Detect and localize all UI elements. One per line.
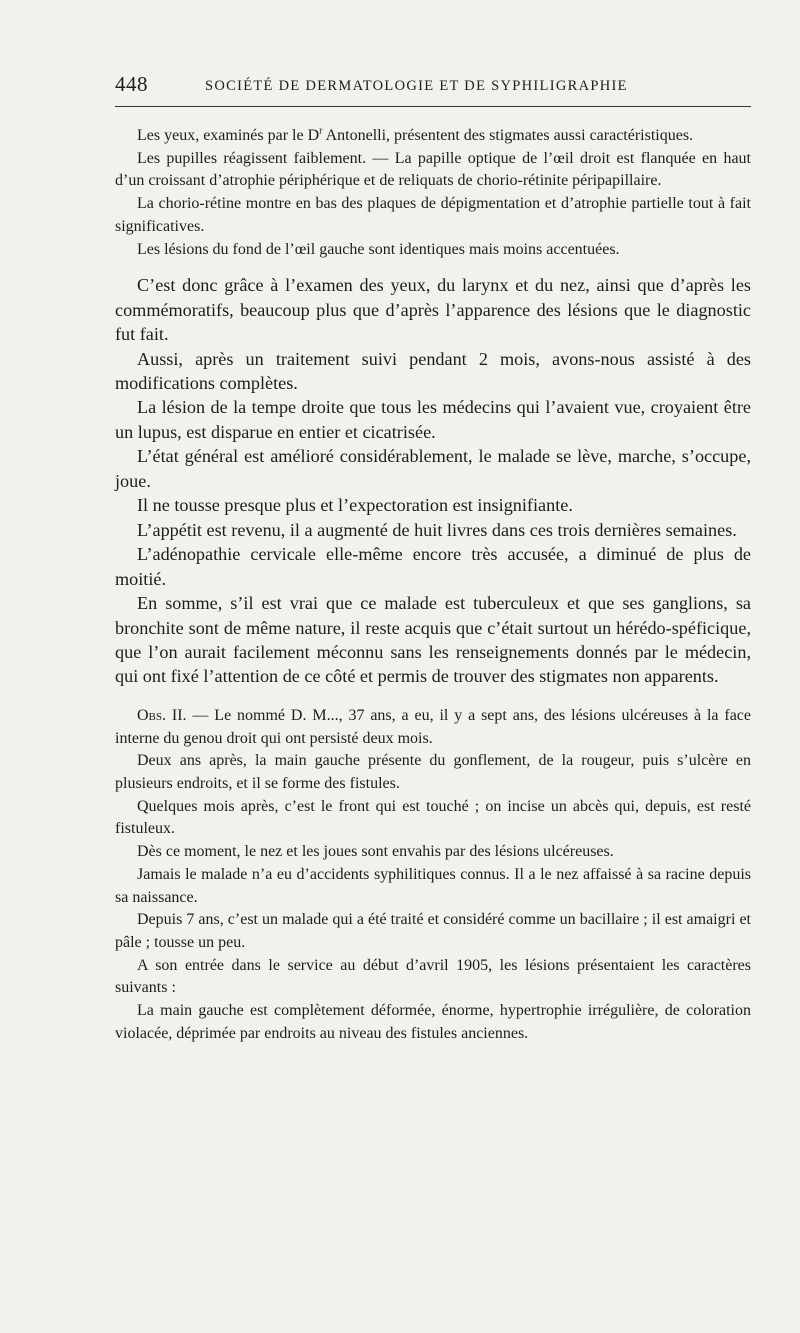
paragraph: L’état général est amélioré considérablement, le malade se lève, marche, s’occupe, joue.	[115, 446, 751, 491]
paragraph: Les lésions du fond de l’œil gauche sont identiques mais moins accentuées.	[137, 240, 620, 258]
discussion-section	[115, 273, 751, 689]
eye-exam-section	[115, 125, 751, 261]
running-head: SOCIÉTÉ DE DERMATOLOGIE ET DE SYPHILIGRAPHIE	[205, 78, 628, 94]
paragraph: Dès ce moment, le nez et les joues sont envahis par des lésions ulcéreuses.	[137, 843, 614, 861]
paragraph: Quelques mois après, c’est le front qui est touché ; on incise un abcès qui, depuis, est resté fistuleux.	[115, 797, 751, 838]
paragraph: L’appétit est revenu, il a augmenté de huit livres dans ces trois dernières semaines.	[137, 519, 737, 540]
header-rule	[115, 106, 751, 107]
paragraph: Jamais le malade n’a eu d’accidents syphilitiques connus. Il a le nez affaissé à sa racine depuis sa naissance.	[115, 865, 751, 906]
page-body	[115, 125, 751, 1045]
paragraph: C’est donc grâce à l’examen des yeux, du larynx et du nez, ainsi que d’après les commémoratifs, beaucoup plus que d’après l’apparence des lésions que le diagnostic fut fait.	[115, 275, 751, 345]
paragraph: Aussi, après un traitement suivi pendant 2 mois, avons-nous assisté à des modifications complètes.	[115, 348, 751, 394]
observation-label: Obs. II.	[137, 706, 187, 724]
paragraph: En somme, s’il est vrai que ce malade est tuberculeux et que ses ganglions, sa bronchite sont de même nature, il reste acquis que c’était surtout un hérédo-spéficique, que l’on aurait facilement méconnu sans les renseignements donnés par le médecin, qui ont fixé l’attention de ce côté et permis de trouver des stigmates non apparents.	[115, 593, 751, 687]
observation-ii-section	[115, 705, 751, 1046]
paragraph: La lésion de la tempe droite que tous les médecins qui l’avaient vue, croyaient être un lupus, est disparue en entier et cicatrisée.	[115, 397, 751, 442]
paragraph: A son entrée dans le service au début d’avril 1905, les lésions présentaient les caractères suivants :	[115, 956, 751, 997]
paragraph: Les yeux, examinés par le $D^r$ Antonelli, présentent des stigmates aussi caractéristiques.	[137, 125, 694, 144]
page-header	[115, 72, 751, 102]
spacer	[115, 261, 751, 273]
paragraph: La main gauche est complètement déformée, énorme, hypertrophie irrégulière, de coloration violacée, déprimée par endroits au niveau des fistules anciennes.	[115, 1002, 751, 1042]
paragraph: Depuis 7 ans, c’est un malade qui a été traité et considéré comme un bacillaire ; il est amaigri et pâle ; tousse un peu.	[115, 911, 751, 951]
page-number: 448	[115, 72, 148, 96]
paragraph: Il ne tousse presque plus et l’expectoration est insignifiante.	[137, 495, 573, 516]
observation-heading-paragraph: Obs. II. — Le nommé D. M..., 37 ans, a eu, il y a sept ans, des lésions ulcéreuses à la face interne du genou droit qui ont persisté deux mois.	[115, 706, 751, 747]
spacer	[115, 689, 751, 705]
paragraph: La chorio-rétine montre en bas des plaques de dépigmentation et d’atrophie partielle tout à fait significatives.	[115, 195, 751, 235]
paragraph: L’adénopathie cervicale elle-même encore très accusée, a diminué de plus de moitié.	[115, 544, 751, 589]
paragraph: Deux ans après, la main gauche présente du gonflement, de la rougeur, puis s’ulcère en plusieurs endroits, et il se forme des fistules.	[115, 752, 751, 793]
paragraph: Les pupilles réagissent faiblement. — La papille optique de l’œil droit est flanquée en haut d’un croissant d’atrophie périphérique et de reliquats de chorio-rétinite péripapillaire.	[115, 149, 751, 190]
